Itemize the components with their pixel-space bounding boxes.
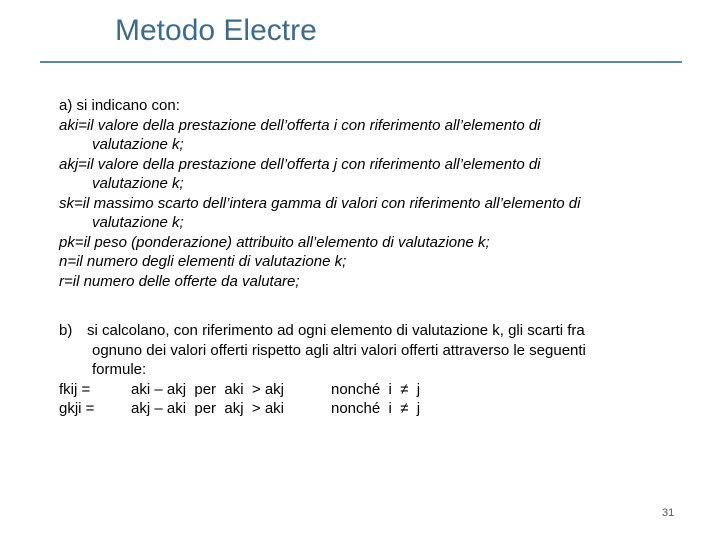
section-b-line-1 — [59, 321, 679, 341]
section-b-line-3: formule: — [92, 361, 147, 378]
formula-gkji — [59, 399, 679, 419]
title-divider — [40, 61, 682, 63]
section-a — [59, 96, 679, 291]
formula-fkij-lhs: fkij = — [59, 380, 91, 398]
section-b-line-2: ognuno dei valori offerti rispetto agli altri valori offerti attraverso le seguenti — [92, 341, 586, 359]
definition-pk: pk=il peso (ponderazione) attribuito all’elemento di valutazione k; — [59, 233, 490, 251]
formula-fkij-cond: nonché i ≠ j — [331, 380, 421, 398]
section-b-text-1: si calcolano, con riferimento ad ogni elemento di valutazione k, gli scarti fra — [87, 322, 585, 339]
formula-gkji-cond: nonché i ≠ j — [331, 400, 421, 417]
formula-fkij — [59, 380, 679, 400]
definition-akj: akj=il valore della prestazione dell’offerta j con riferimento all’elemento di — [59, 155, 541, 173]
definition-r: r=il numero delle offerte da valutare; — [59, 272, 300, 290]
section-b — [59, 321, 679, 419]
formula-gkji-expr: akj – aki per akj > aki — [131, 400, 284, 417]
definition-n: n=il numero degli elementi di valutazione k; — [59, 253, 347, 270]
definition-akj-cont: valutazione k; — [92, 175, 184, 192]
section-a-intro: a) si indicano con: — [59, 97, 180, 114]
slide-title: Metodo Electre — [115, 14, 317, 47]
definition-aki: aki=il valore della prestazione dell’offerta i con riferimento all’elemento di — [59, 116, 541, 134]
definition-sk: sk=il massimo scarto dell’intera gamma di valori con riferimento all’elemento di — [59, 194, 581, 212]
section-b-label: b) — [59, 322, 73, 339]
definition-aki-cont: valutazione k; — [92, 136, 184, 153]
definition-sk-cont: valutazione k; — [92, 214, 184, 231]
formula-fkij-expr: aki – akj per aki > akj — [131, 380, 284, 398]
formula-gkji-lhs: gkji = — [59, 400, 95, 417]
page-number: 31 — [662, 507, 675, 519]
